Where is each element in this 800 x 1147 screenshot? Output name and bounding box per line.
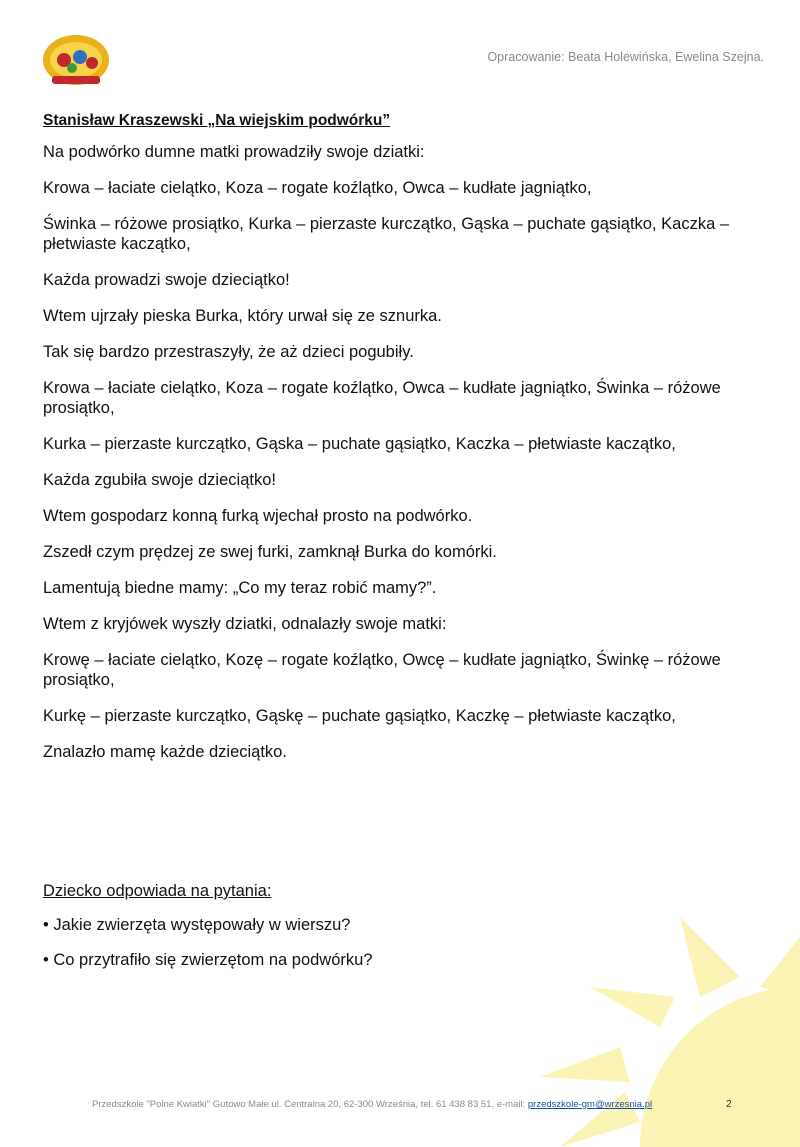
questions-heading: Dziecko odpowiada na pytania: [43, 882, 272, 900]
question-item: • Co przytrafiło się zwierzętom na podwórku? [43, 951, 373, 969]
poem-line: Każda prowadzi swoje dzieciątko! [43, 271, 290, 289]
footer-address: Przedszkole "Polne Kwiatki" Gutowo Małe ul. Centralna 20, 62-300 Września, tel. 61 438 83 51, e-mail: [92, 1099, 528, 1110]
poem-line: Znalazło mamę każde dzieciątko. [43, 743, 287, 761]
poem-line: Wtem ujrzały pieska Burka, który urwał się ze sznurka. [43, 307, 442, 325]
poem-line: Zszedł czym prędzej ze swej furki, zamknął Burka do komórki. [43, 543, 497, 561]
poem-line: Krowa – łaciate cielątko, Koza – rogate koźlątko, Owca – kudłate jagniątko, Świnka – różowe prosiątko, [43, 379, 721, 417]
page-number: 2 [726, 1099, 732, 1110]
preschool-logo [40, 30, 112, 88]
poem-line: Krowa – łaciate cielątko, Koza – rogate koźlątko, Owca – kudłate jagniątko, [43, 179, 592, 197]
question-item: • Jakie zwierzęta występowały w wierszu? [43, 916, 351, 934]
poem-line: Kurkę – pierzaste kurczątko, Gąskę – puchate gąsiątko, Kaczkę – płetwiaste kaczątko, [43, 707, 676, 725]
poem-line: Wtem z kryjówek wyszły dziatki, odnalazły swoje matki: [43, 615, 447, 633]
poem-line: Każda zgubiła swoje dzieciątko! [43, 471, 276, 489]
poem-line: Świnka – różowe prosiątko, Kurka – pierzaste kurczątko, Gąska – puchate gąsiątko, Kaczka – płetwiaste kaczątko, [43, 215, 730, 253]
author-credit: Opracowanie: Beata Holewińska, Ewelina Szejna. [487, 50, 764, 64]
poem-line: Wtem gospodarz konną furką wjechał prosto na podwórko. [43, 507, 473, 525]
poem-line: Na podwórko dumne matki prowadziły swoje dziatki: [43, 143, 425, 161]
poem-line: Kurka – pierzaste kurczątko, Gąska – puchate gąsiątko, Kaczka – płetwiaste kaczątko, [43, 435, 676, 453]
footer [92, 1099, 652, 1110]
poem-line: Krowę – łaciate cielątko, Kozę – rogate koźlątko, Owcę – kudłate jagniątko, Świnkę – różowe prosiątko, [43, 651, 721, 689]
poem-line: Lamentują biedne mamy: „Co my teraz robić mamy?”. [43, 579, 437, 597]
poem-line: Tak się bardzo przestraszyły, że aż dzieci pogubiły. [43, 343, 414, 361]
poem [43, 112, 768, 778]
questions-section [43, 882, 768, 985]
footer-email-link[interactable]: przedszkole-gm@wrzesnia.pl [527, 1099, 653, 1110]
poem-title: Stanisław Kraszewski „Na wiejskim podwórku” [43, 112, 391, 129]
